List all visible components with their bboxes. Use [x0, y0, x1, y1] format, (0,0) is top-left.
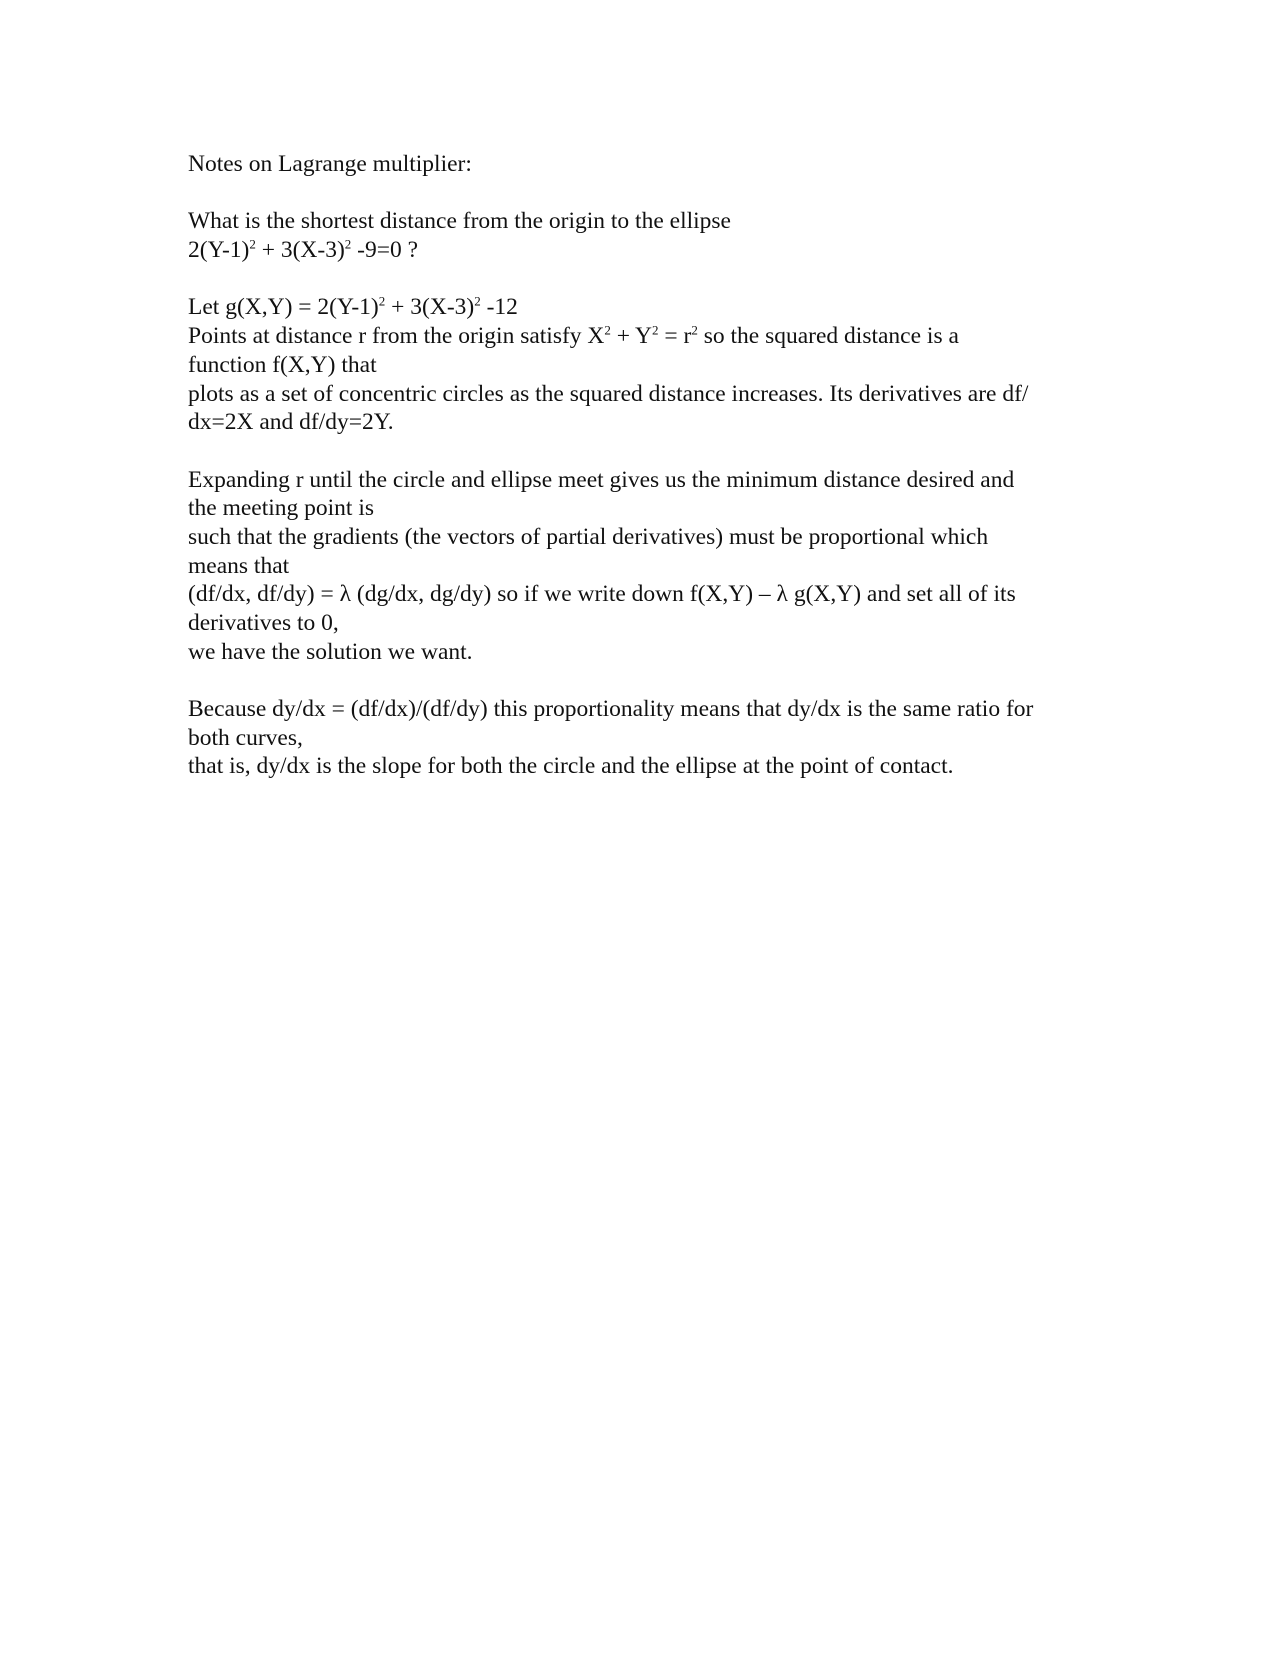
paragraph-1-line-2: function f(X,Y) that	[188, 351, 377, 378]
paragraph-3-line-3: that is, dy/dx is the slope for both the circle and the ellipse at the point of contact.	[188, 753, 954, 780]
paragraph-2-line-5: (df/dx, df/dy) = λ (dg/dx, dg/dy) so if we write down f(X,Y) – λ g(X,Y) and set all of its	[188, 581, 1016, 608]
question-line-1: What is the shortest distance from the origin to the ellipse	[188, 208, 731, 235]
paragraph-1-line-1: Points at distance r from the origin satisfy $X^2 + Y^2 = r^2$ so the squared distance is a	[188, 322, 959, 350]
paragraph-1-line-3: plots as a set of concentric circles as the squared distance increases. Its derivatives are df/	[188, 380, 1029, 407]
question-line-2: $2(Y-1)^2 + 3(X-3)^2$ -9=0 ?	[188, 236, 419, 264]
document-title: Notes on Lagrange multiplier:	[188, 151, 472, 177]
paragraph-2-line-4: means that	[188, 552, 290, 579]
paragraph-2-line-7: we have the solution we want.	[188, 638, 473, 665]
paragraph-1-line-4: dx=2X and df/dy=2Y.	[188, 409, 394, 436]
paragraph-2-line-2: the meeting point is	[188, 495, 375, 522]
paragraph-2-line-3: such that the gradients (the vectors of partial derivatives) must be proportional which	[188, 523, 989, 550]
paragraph-2-line-1: Expanding r until the circle and ellipse meet gives us the minimum distance desired and	[188, 466, 1015, 493]
paragraph-3-line-2: both curves,	[188, 724, 303, 751]
blank-line	[188, 437, 1108, 466]
document-page	[188, 150, 1108, 781]
constraint-definition: Let $g(X,Y) = 2(Y-1)^2 + 3(X-3)^2$ -12	[188, 294, 518, 321]
paragraph-2-line-6: derivatives to 0,	[188, 610, 339, 636]
paragraph-3-line-1: Because dy/dx = (df/dx)/(df/dy) this proportionality means that dy/dx is the same ratio for	[188, 696, 1034, 723]
blank-line	[188, 179, 1108, 208]
blank-line	[188, 666, 1108, 695]
blank-line	[188, 265, 1108, 294]
